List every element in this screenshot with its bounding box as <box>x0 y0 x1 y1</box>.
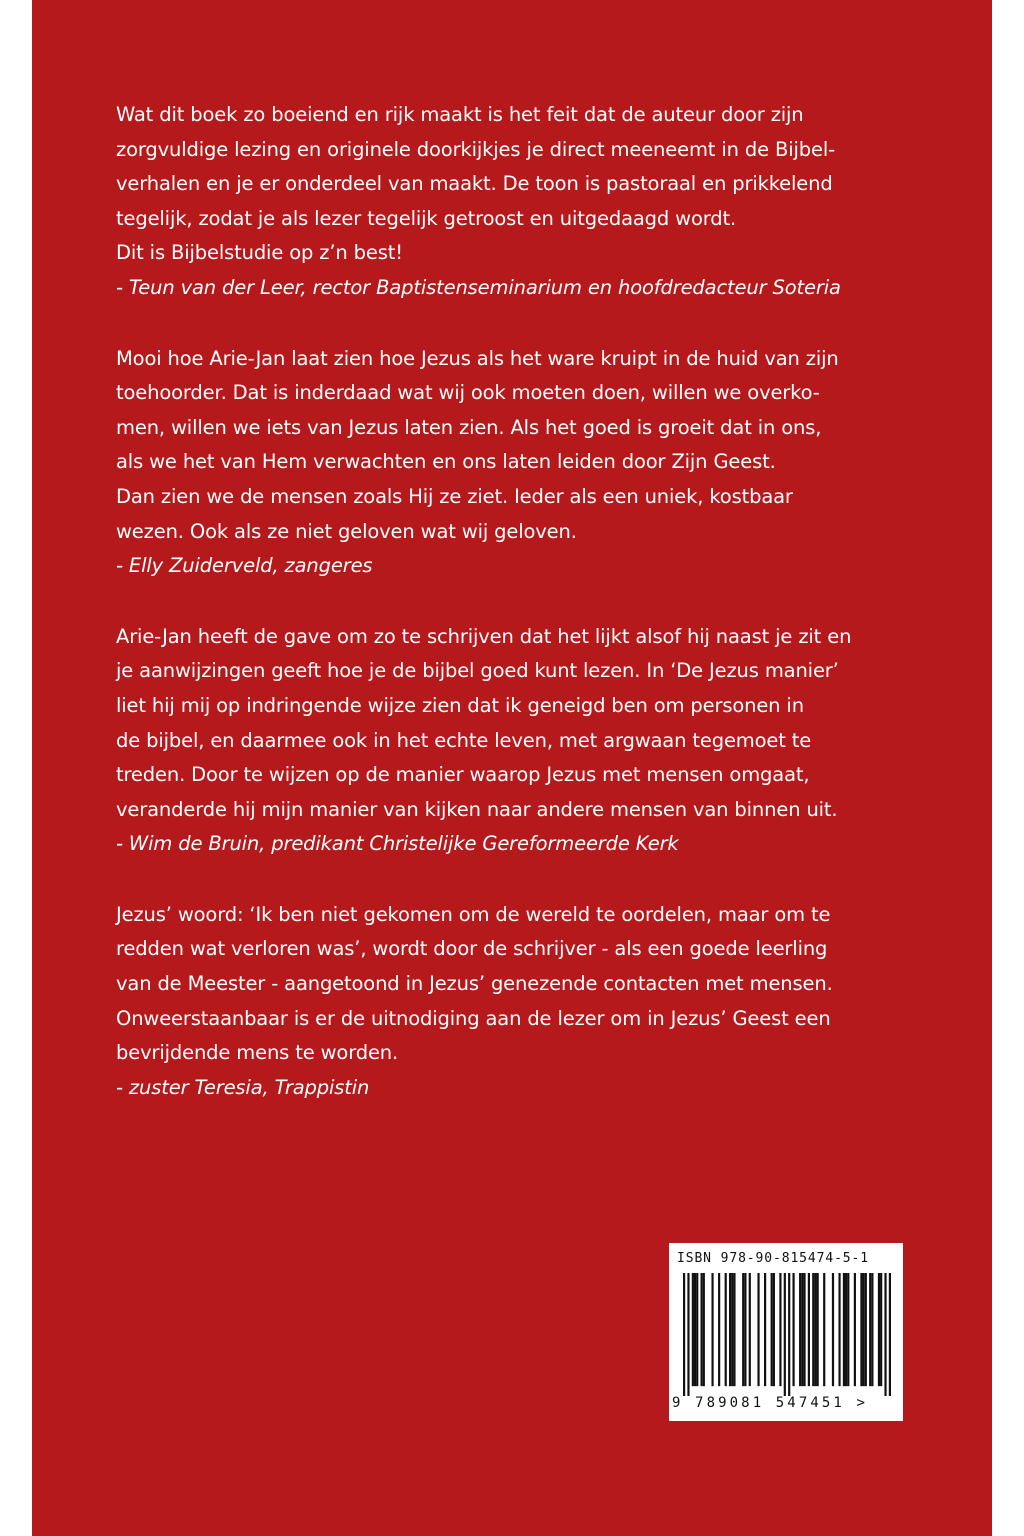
barcode-bar <box>832 1273 834 1386</box>
barcode-bar <box>687 1273 689 1396</box>
barcode-bar <box>773 1273 775 1386</box>
barcode-bar <box>817 1273 819 1386</box>
barcode-bar <box>792 1273 794 1386</box>
barcode-bar <box>823 1273 825 1386</box>
quote-3 <box>116 620 916 862</box>
barcode-bar <box>808 1273 810 1386</box>
barcode-bar <box>784 1273 786 1396</box>
quote-line: bevrijdende mens te worden. <box>116 1041 399 1065</box>
quote-line: wezen. Ook als ze niet geloven wat wij geloven. <box>116 519 577 543</box>
quote-line: treden. Door te wijzen op de manier waarop Jezus met mensen omgaat, <box>116 763 810 787</box>
quote-line: de bijbel, en daarmee ook in het echte leven, met argwaan tegemoet te <box>116 728 812 752</box>
quote-line: je aanwijzingen geeft hoe je de bijbel goed kunt lezen. In ‘De Jezus manier’ <box>116 659 839 683</box>
barcode-bar <box>880 1273 882 1386</box>
quote-1 <box>116 98 916 306</box>
barcode-bar <box>764 1273 766 1386</box>
barcode-bar <box>692 1273 694 1386</box>
barcode-bar <box>731 1273 733 1386</box>
barcode-bar <box>889 1273 891 1396</box>
quote-line: verhalen en je er onderdeel van maakt. De toon is pastoraal en prikkelend <box>116 172 833 196</box>
barcode-bar <box>884 1273 886 1396</box>
barcode-bar <box>863 1273 865 1386</box>
quote-line: liet hij mij op indringende wijze zien dat ik geneigd ben om personen in <box>116 693 804 717</box>
quote-4 <box>116 898 916 1106</box>
quote-line: Mooi hoe Arie-Jan laat zien hoe Jezus als het ware kruipt in de huid van zijn <box>116 346 839 370</box>
barcode-bar <box>742 1273 744 1386</box>
quote-line: Onweerstaanbaar is er de uitnodiging aan de lezer om in Jezus’ Geest een <box>116 1006 831 1030</box>
isbn-label: ISBN 978-90-815474-5-1 <box>677 1251 869 1266</box>
back-cover <box>32 0 992 1536</box>
quote-line: tegelijk, zodat je als lezer tegelijk getroost en uitgedaagd wordt. <box>116 206 737 230</box>
quote-line: van de Meester - aangetoond in Jezus’ genezende contacten met mensen. <box>116 972 833 996</box>
barcode-bar <box>860 1273 862 1386</box>
barcode-bar <box>744 1273 746 1386</box>
quote-line: Dit is Bijbelstudie op z’n best! <box>116 241 403 265</box>
barcode-bar <box>729 1273 731 1386</box>
isbn-barcode <box>669 1243 903 1421</box>
quote-line: men, willen we iets van Jezus laten zien. Als het goed is groeit dat in ons, <box>116 415 822 439</box>
quote-line: Jezus’ woord: ‘Ik ben niet gekomen om de wereld te oordelen, maar om te <box>116 902 831 926</box>
barcode-bar <box>812 1273 814 1386</box>
barcode-bar <box>749 1273 751 1386</box>
barcode-bar <box>869 1273 871 1386</box>
quote-line: toehoorder. Dat is inderdaad wat wij ook moeten doen, willen we overko- <box>116 381 820 405</box>
barcode-bar <box>779 1273 781 1386</box>
barcode-bar <box>757 1273 759 1386</box>
quote-line: Wat dit boek zo boeiend en rijk maakt is het feit dat de auteur door zijn <box>116 103 804 126</box>
quote-2 <box>116 342 916 584</box>
blurb-text <box>116 98 916 1141</box>
barcode-bar <box>733 1273 735 1386</box>
barcode-bar <box>854 1273 856 1386</box>
barcode-bar <box>683 1273 685 1396</box>
barcode-bar <box>838 1273 840 1386</box>
barcode-bar <box>803 1273 805 1386</box>
barcode-bar <box>801 1273 803 1386</box>
barcode-bar <box>871 1273 873 1386</box>
barcode-bar <box>865 1273 867 1386</box>
barcode-bar <box>845 1273 847 1386</box>
barcode-bar <box>814 1273 816 1386</box>
quote-attribution: - Teun van der Leer, rector Baptistenseminarium en hoofdredacteur Soteria <box>116 275 841 299</box>
barcode-bar <box>694 1273 696 1386</box>
quote-attribution: - zuster Teresia, Trappistin <box>116 1075 370 1099</box>
barcode-digits: 9 789081 547451 > <box>672 1395 868 1411</box>
barcode-bar <box>711 1273 713 1386</box>
barcode-bar <box>725 1273 727 1386</box>
barcode-bar <box>843 1273 845 1386</box>
quote-line: Arie-Jan heeft de gave om zo te schrijven dat het lijkt alsof hij naast je zit en <box>116 624 852 648</box>
quote-attribution: - Elly Zuiderveld, zangeres <box>116 554 373 578</box>
barcode-bar <box>771 1273 773 1386</box>
barcode-bar <box>847 1273 849 1386</box>
quote-attribution: - Wim de Bruin, predikant Christelijke Gereformeerde Kerk <box>116 832 679 856</box>
barcode-bar <box>799 1273 801 1386</box>
quote-line: redden wat verloren was’, wordt door de schrijver - als een goede leerling <box>116 937 828 961</box>
quote-line: veranderde hij mijn manier van kijken naar andere mensen van binnen uit. <box>116 797 838 821</box>
barcode-bar <box>878 1273 880 1386</box>
barcode-bars <box>683 1273 891 1396</box>
barcode-bar <box>703 1273 705 1386</box>
quote-line: als we het van Hem verwachten en ons laten leiden door Zijn Geest. <box>116 450 776 474</box>
barcode-bar <box>701 1273 703 1386</box>
quote-line: zorgvuldige lezing en originele doorkijkjes je direct meeneemt in de Bijbel- <box>116 137 835 161</box>
barcode-bar <box>718 1273 720 1386</box>
barcode-bar <box>696 1273 698 1386</box>
barcode-bar <box>788 1273 790 1396</box>
quote-line: Dan zien we de mensen zoals Hij ze ziet. Ieder als een uniek, kostbaar <box>116 484 793 508</box>
